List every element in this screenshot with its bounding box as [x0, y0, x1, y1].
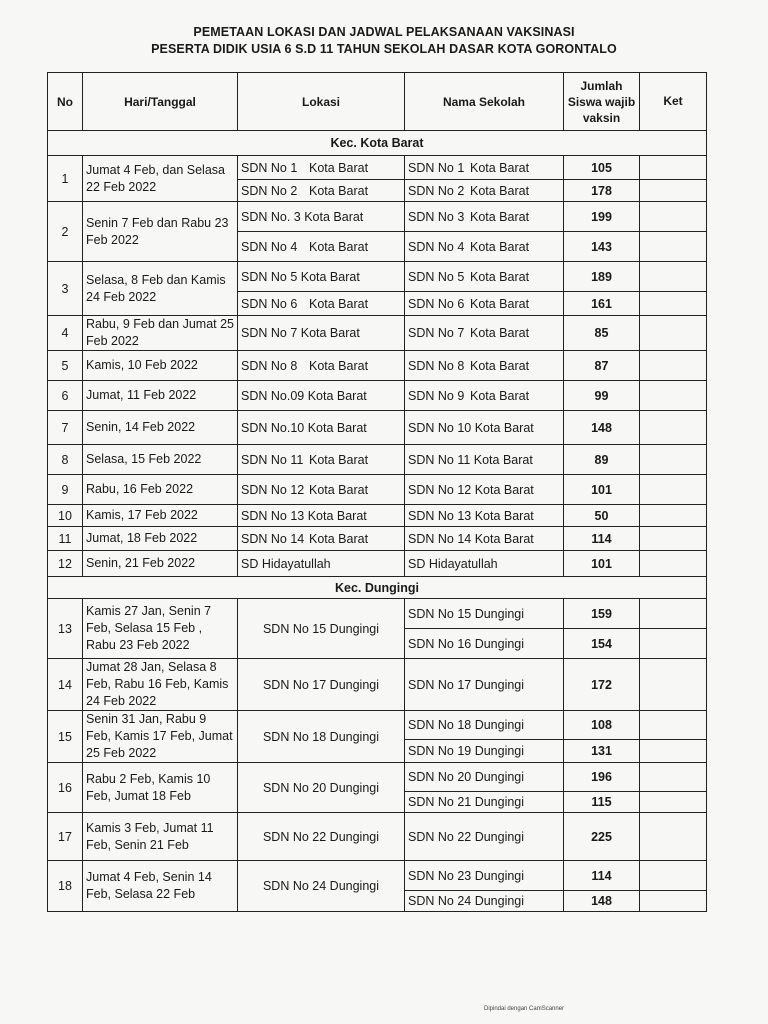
table-row	[48, 202, 707, 232]
cell-date: Senin, 14 Feb 2022	[83, 411, 238, 445]
cell-date: Jumat 4 Feb, dan Selasa 22 Feb 2022	[83, 156, 238, 202]
cell-name: SDN No 8	[241, 358, 298, 373]
cell-jumlah: 225	[564, 813, 640, 861]
cell-sekolah	[405, 316, 564, 351]
table-row	[48, 445, 707, 475]
table-row	[48, 381, 707, 411]
cell-lokasi	[238, 475, 405, 505]
cell-name: SD Hidayatullah	[241, 556, 331, 571]
cell-sekolah: SDN No 18 Dungingi	[405, 711, 564, 740]
cell-name: SDN No 10 Kota Barat	[408, 420, 534, 435]
cell-no: 12	[48, 551, 83, 577]
cell-area: Kota Barat	[470, 209, 530, 224]
cell-date: Rabu, 9 Feb dan Jumat 25 Feb 2022	[83, 316, 238, 351]
cell-jumlah: 105	[564, 156, 640, 180]
cell-area: Kota Barat	[470, 326, 530, 340]
cell-date: Kamis 27 Jan, Senin 7 Feb, Selasa 15 Feb , Rabu 23 Feb 2022	[83, 599, 238, 659]
title-line-2: PESERTA DIDIK USIA 6 S.D 11 TAHUN SEKOLAH DASAR KOTA GORONTALO	[151, 42, 617, 56]
cell-ket	[640, 891, 707, 912]
cell-jumlah: 199	[564, 202, 640, 232]
cell-name: SDN No. 3 Kota Barat	[241, 209, 364, 224]
cell-ket	[640, 202, 707, 232]
table-row	[48, 813, 707, 861]
cell-ket	[640, 505, 707, 527]
cell-no: 1	[48, 156, 83, 202]
cell-jumlah: 108	[564, 711, 640, 740]
cell-lokasi	[238, 180, 405, 202]
cell-ket	[640, 445, 707, 475]
cell-date: Selasa, 15 Feb 2022	[83, 445, 238, 475]
header-jumlah: Jumlah Siswa wajib vaksin	[564, 73, 640, 131]
cell-jumlah: 89	[564, 445, 640, 475]
cell-sekolah	[405, 202, 564, 232]
cell-area: Kota Barat	[470, 160, 530, 175]
section-title: Kec. Dungingi	[48, 577, 707, 599]
cell-jumlah: 159	[564, 599, 640, 629]
cell-no: 4	[48, 316, 83, 351]
cell-lokasi	[238, 411, 405, 445]
cell-jumlah: 101	[564, 551, 640, 577]
cell-sekolah	[405, 156, 564, 180]
table-row	[48, 861, 707, 891]
cell-ket	[640, 711, 707, 740]
header-lokasi: Lokasi	[238, 73, 405, 131]
cell-lokasi: SDN No 22 Dungingi	[238, 813, 405, 861]
cell-ket	[640, 629, 707, 659]
cell-name: SDN No 4	[241, 239, 298, 254]
cell-no: 14	[48, 659, 83, 711]
cell-lokasi: SDN No 15 Dungingi	[238, 599, 405, 659]
table-row	[48, 763, 707, 792]
cell-sekolah: SDN No 16 Dungingi	[405, 629, 564, 659]
header-hari-tanggal: Hari/Tanggal	[83, 73, 238, 131]
cell-lokasi: SDN No 18 Dungingi	[238, 711, 405, 763]
cell-date: Kamis, 17 Feb 2022	[83, 505, 238, 527]
cell-no: 2	[48, 202, 83, 262]
cell-no: 5	[48, 351, 83, 381]
cell-ket	[640, 316, 707, 351]
cell-jumlah: 148	[564, 891, 640, 912]
cell-ket	[640, 740, 707, 763]
cell-area: Kota Barat	[470, 296, 530, 311]
cell-jumlah: 189	[564, 262, 640, 292]
cell-area: Kota Barat	[309, 358, 369, 373]
header-ket: Ket	[640, 73, 707, 131]
cell-lokasi	[238, 527, 405, 551]
schedule-table-body	[48, 73, 707, 912]
header-nama-sekolah: Nama Sekolah	[405, 73, 564, 131]
cell-date: Jumat 28 Jan, Selasa 8 Feb, Rabu 16 Feb, Kamis 24 Feb 2022	[83, 659, 238, 711]
cell-jumlah: 115	[564, 792, 640, 813]
cell-jumlah: 99	[564, 381, 640, 411]
cell-lokasi	[238, 262, 405, 292]
cell-sekolah	[405, 381, 564, 411]
cell-name: SDN No 1	[241, 160, 298, 175]
cell-sekolah	[405, 262, 564, 292]
cell-sekolah	[405, 232, 564, 262]
cell-name: SDN No 2	[241, 183, 298, 198]
table-row	[48, 262, 707, 292]
cell-date: Jumat 4 Feb, Senin 14 Feb, Selasa 22 Feb	[83, 861, 238, 912]
cell-name: SDN No 5 Kota Barat	[241, 269, 360, 284]
cell-name: SDN No 12	[241, 482, 305, 497]
header-no: No	[48, 73, 83, 131]
cell-lokasi	[238, 351, 405, 381]
cell-ket	[640, 475, 707, 505]
cell-lokasi	[238, 156, 405, 180]
cell-sekolah	[405, 351, 564, 381]
table-row	[48, 411, 707, 445]
cell-sekolah	[405, 180, 564, 202]
cell-lokasi	[238, 505, 405, 527]
cell-area: Kota Barat	[309, 531, 369, 546]
cell-lokasi	[238, 551, 405, 577]
cell-sekolah	[405, 445, 564, 475]
cell-name: SDN No 4	[408, 239, 465, 254]
section-row	[48, 577, 707, 599]
cell-sekolah: SDN No 19 Dungingi	[405, 740, 564, 763]
cell-sekolah	[405, 411, 564, 445]
cell-name: SDN No 1	[408, 160, 465, 175]
cell-name: SDN No 12 Kota Barat	[408, 482, 534, 497]
cell-name: SDN No 5	[408, 269, 465, 284]
cell-area: Kota Barat	[309, 183, 369, 198]
cell-sekolah	[405, 292, 564, 316]
cell-jumlah: 178	[564, 180, 640, 202]
cell-ket	[640, 659, 707, 711]
cell-name: SDN No 13 Kota Barat	[408, 508, 534, 523]
cell-ket	[640, 381, 707, 411]
cell-date: Kamis 3 Feb, Jumat 11 Feb, Senin 21 Feb	[83, 813, 238, 861]
header-row	[48, 73, 707, 131]
table-row	[48, 156, 707, 180]
section-row	[48, 131, 707, 156]
cell-name: SDN No 14 Kota Barat	[408, 531, 534, 546]
title-line-1: PEMETAAN LOKASI DAN JADWAL PELAKSANAAN VAKSINASI	[193, 25, 575, 39]
cell-sekolah: SDN No 22 Dungingi	[405, 813, 564, 861]
cell-jumlah: 114	[564, 527, 640, 551]
cell-area: Kota Barat	[470, 239, 530, 254]
cell-sekolah: SDN No 21 Dungingi	[405, 792, 564, 813]
cell-no: 17	[48, 813, 83, 861]
cell-ket	[640, 599, 707, 629]
cell-ket	[640, 156, 707, 180]
cell-jumlah: 85	[564, 316, 640, 351]
table-row	[48, 599, 707, 629]
cell-jumlah: 161	[564, 292, 640, 316]
cell-ket	[640, 262, 707, 292]
cell-no: 10	[48, 505, 83, 527]
cell-sekolah: SDN No 17 Dungingi	[405, 659, 564, 711]
table-row	[48, 711, 707, 740]
cell-jumlah: 143	[564, 232, 640, 262]
table-row	[48, 659, 707, 711]
cell-ket	[640, 792, 707, 813]
cell-ket	[640, 861, 707, 891]
table-row	[48, 527, 707, 551]
table-row	[48, 505, 707, 527]
cell-no: 7	[48, 411, 83, 445]
cell-name: SDN No.10 Kota Barat	[241, 420, 367, 435]
cell-lokasi	[238, 316, 405, 351]
cell-jumlah: 50	[564, 505, 640, 527]
cell-area: Kota Barat	[470, 388, 530, 403]
table-row	[48, 551, 707, 577]
cell-lokasi	[238, 445, 405, 475]
cell-ket	[640, 180, 707, 202]
cell-no: 18	[48, 861, 83, 912]
schedule-table	[47, 72, 707, 912]
cell-no: 13	[48, 599, 83, 659]
cell-ket	[640, 351, 707, 381]
cell-area: Kota Barat	[470, 183, 530, 198]
cell-name: SDN No.09 Kota Barat	[241, 388, 367, 403]
cell-sekolah	[405, 475, 564, 505]
cell-date: Jumat, 18 Feb 2022	[83, 527, 238, 551]
cell-lokasi: SDN No 20 Dungingi	[238, 763, 405, 813]
cell-lokasi	[238, 202, 405, 232]
cell-jumlah: 172	[564, 659, 640, 711]
cell-ket	[640, 292, 707, 316]
table-row	[48, 351, 707, 381]
cell-area: Kota Barat	[470, 269, 530, 284]
cell-date: Jumat, 11 Feb 2022	[83, 381, 238, 411]
cell-sekolah	[405, 505, 564, 527]
cell-sekolah	[405, 527, 564, 551]
cell-date: Senin 7 Feb dan Rabu 23 Feb 2022	[83, 202, 238, 262]
section-title: Kec. Kota Barat	[48, 131, 707, 156]
cell-name: SDN No 6	[241, 296, 298, 311]
cell-jumlah: 87	[564, 351, 640, 381]
cell-lokasi	[238, 381, 405, 411]
table-row	[48, 316, 707, 351]
cell-ket	[640, 411, 707, 445]
cell-no: 11	[48, 527, 83, 551]
cell-lokasi	[238, 292, 405, 316]
cell-date: Senin 31 Jan, Rabu 9 Feb, Kamis 17 Feb, Jumat 25 Feb 2022	[83, 711, 238, 763]
cell-lokasi: SDN No 17 Dungingi	[238, 659, 405, 711]
cell-date: Senin, 21 Feb 2022	[83, 551, 238, 577]
cell-lokasi	[238, 232, 405, 262]
cell-ket	[640, 527, 707, 551]
cell-no: 16	[48, 763, 83, 813]
cell-jumlah: 154	[564, 629, 640, 659]
cell-ket	[640, 551, 707, 577]
cell-sekolah	[405, 551, 564, 577]
cell-area: Kota Barat	[309, 239, 369, 254]
table-row	[48, 475, 707, 505]
cell-ket	[640, 232, 707, 262]
cell-jumlah: 114	[564, 861, 640, 891]
cell-date: Kamis, 10 Feb 2022	[83, 351, 238, 381]
cell-jumlah: 101	[564, 475, 640, 505]
cell-name: SDN No 2	[408, 183, 465, 198]
scanner-footer: Dipindai dengan CamScanner	[484, 1006, 565, 1012]
cell-name: SDN No 11 Kota Barat	[408, 452, 533, 467]
cell-sekolah: SDN No 20 Dungingi	[405, 763, 564, 792]
document-title	[0, 24, 768, 58]
cell-no: 9	[48, 475, 83, 505]
cell-area: Kota Barat	[309, 296, 369, 311]
cell-name: SDN No 6	[408, 296, 465, 311]
cell-sekolah: SDN No 24 Dungingi	[405, 891, 564, 912]
cell-ket	[640, 763, 707, 792]
cell-sekolah: SDN No 23 Dungingi	[405, 861, 564, 891]
cell-sekolah: SDN No 15 Dungingi	[405, 599, 564, 629]
cell-name: SDN No 3	[408, 209, 465, 224]
cell-name: SDN No 7	[408, 326, 465, 340]
cell-name: SDN No 7 Kota Barat	[241, 326, 360, 340]
cell-no: 3	[48, 262, 83, 316]
cell-name: SDN No 13 Kota Barat	[241, 508, 367, 523]
cell-area: Kota Barat	[309, 160, 369, 175]
cell-date: Rabu 2 Feb, Kamis 10 Feb, Jumat 18 Feb	[83, 763, 238, 813]
cell-name: SD Hidayatullah	[408, 556, 498, 571]
cell-name: SDN No 11	[241, 452, 304, 467]
cell-area: Kota Barat	[309, 482, 369, 497]
cell-no: 15	[48, 711, 83, 763]
cell-lokasi: SDN No 24 Dungingi	[238, 861, 405, 912]
cell-jumlah: 148	[564, 411, 640, 445]
cell-date: Rabu, 16 Feb 2022	[83, 475, 238, 505]
cell-jumlah: 131	[564, 740, 640, 763]
cell-name: SDN No 14	[241, 531, 305, 546]
cell-ket	[640, 813, 707, 861]
cell-area: Kota Barat	[309, 452, 369, 467]
cell-name: SDN No 9	[408, 388, 465, 403]
cell-no: 8	[48, 445, 83, 475]
cell-date: Selasa, 8 Feb dan Kamis 24 Feb 2022	[83, 262, 238, 316]
cell-no: 6	[48, 381, 83, 411]
cell-name: SDN No 8	[408, 358, 465, 373]
cell-area: Kota Barat	[470, 358, 530, 373]
cell-jumlah: 196	[564, 763, 640, 792]
